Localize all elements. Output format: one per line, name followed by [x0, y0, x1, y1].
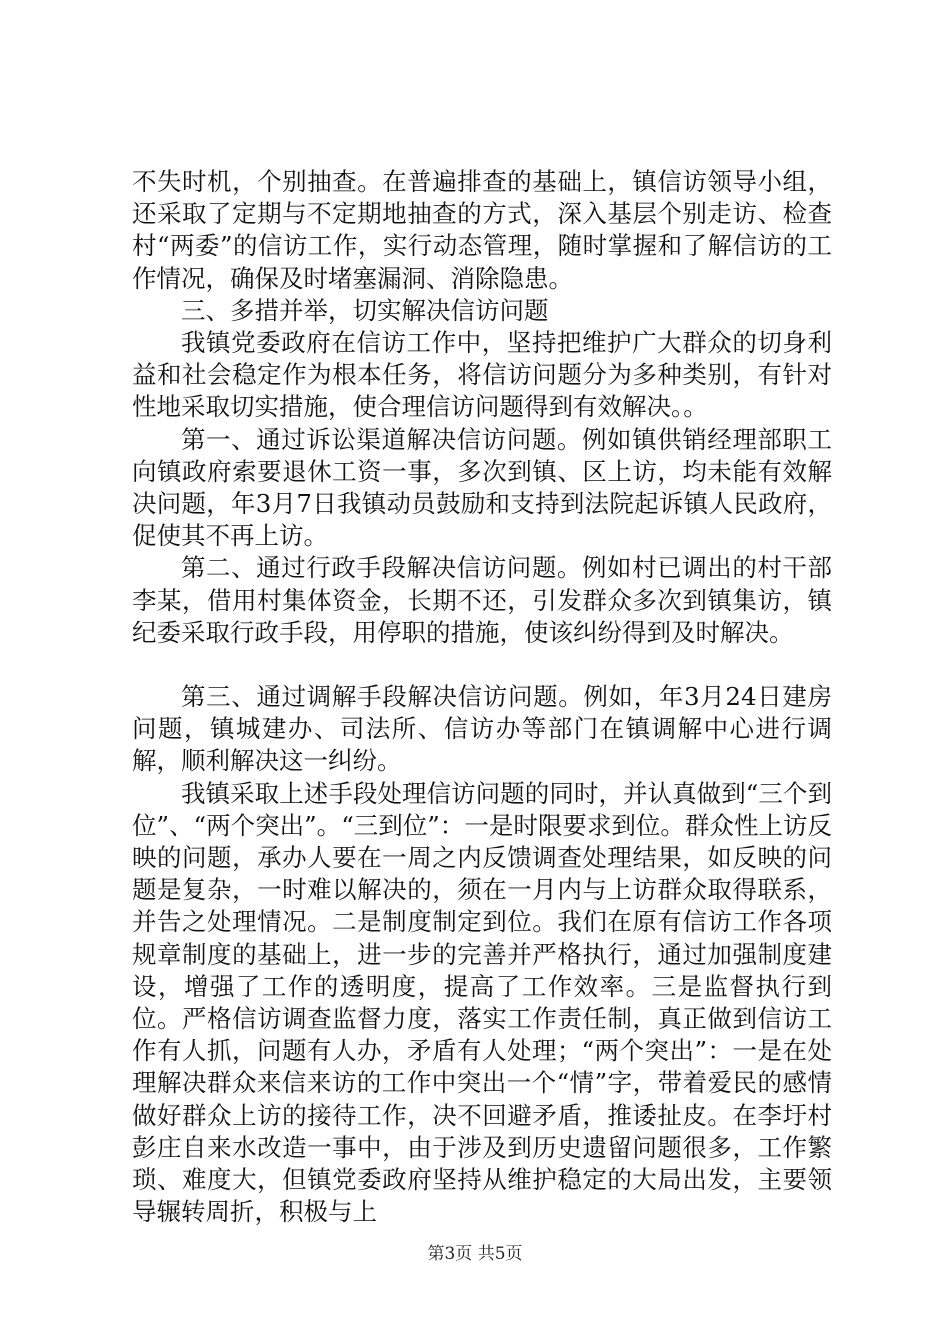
document-body: [132, 166, 832, 1229]
page-number-footer: 第3页 共5页: [427, 1244, 523, 1264]
section-heading-three: 三、多措并举，切实解决信访问题: [181, 295, 549, 325]
paragraph-administrative: 第二、通过行政手段解决信访问题。例如村已调出的村干部李某，借用村集体资金，长期不还，引发群众多次到镇集访，镇纪委采取行政手段，用停职的措施，使该纠纷得到及时解决。: [132, 553, 832, 647]
paragraph-litigation: 第一、通过诉讼渠道解决信访问题。例如镇供销经理部职工向镇政府索要退休工资一事，多次到镇、区上访，均未能有效解决问题，年3月7日我镇动员鼓励和支持到法院起诉镇人民政府，促使其不再上访。: [132, 424, 832, 551]
paragraph-mediation: 第三、通过调解手段解决信访问题。例如，年3月24日建房问题，镇城建办、司法所、信访办等部门在镇调解中心进行调解，顺利解决这一纠纷。: [132, 682, 832, 776]
paragraph-spot-check: 不失时机，个别抽查。在普遍排查的基础上，镇信访领导小组，还采取了定期与不定期地抽查的方式，深入基层个别走访、检查村“两委”的信访工作，实行动态管理，随时掌握和了解信访的工作情况，确保及时堵塞漏洞、消除隐患。: [132, 167, 832, 293]
paragraph-three-in-place: 我镇采取上述手段处理信访问题的同时，并认真做到“三个到位”、“两个突出”。“三到位”：一是时限要求到位。群众性上访反映的问题，承办人要在一周之内反馈调查处理结果，如反映的问题是复杂，一时难以解决的，须在一月内与上访群众取得联系，并告之处理情况。二是制度制定到位。我们在原有信访工作各项规章制度的基础上，进一步的完善并严格执行，通过加强制度建设，增强了工作的透明度，提高了工作效率。三是监督执行到位。严格信访调查监督力度，落实工作责任制，真正做到信访工作有人抓，问题有人办，矛盾有人处理；“两个突出”：一是在处理解决群众来信来访的工作中突出一个“情”字，带着爱民的感情做好群众上访的接待工作，决不回避矛盾，推诿扯皮。在李圩村彭庄自来水改造一事中，由于涉及到历史遗留问题很多，工作繁琐、难度大，但镇党委政府坚持从维护稳定的大局出发，主要领导辗转周折，积极与上: [132, 778, 832, 1227]
paragraph-party-committee: 我镇党委政府在信访工作中，坚持把维护广大群众的切身利益和社会稳定作为根本任务，将信访问题分为多种类别，有针对性地采取切实措施，使合理信访问题得到有效解决。。: [132, 328, 832, 422]
paragraph-gap: [132, 649, 832, 681]
